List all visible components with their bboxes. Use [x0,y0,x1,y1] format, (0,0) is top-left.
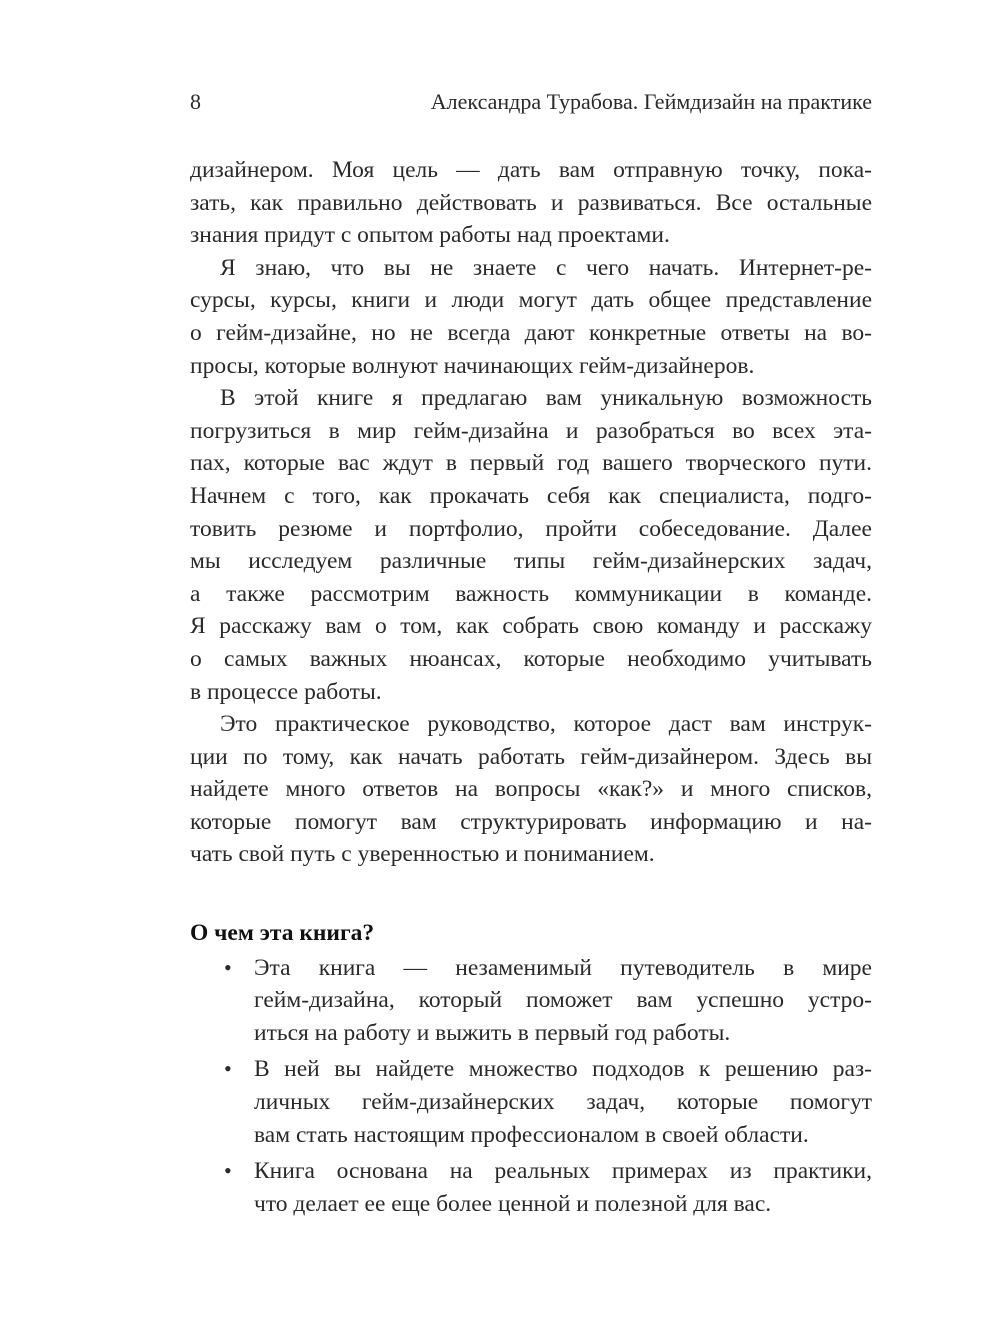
section-heading: О чем эта книга? [190,920,375,947]
list-item [190,952,872,1050]
body-text [190,154,872,871]
text-line: личных гейм-дизайнерских задач, которые помогут [254,1089,872,1116]
text-line: погрузиться в мир гейм-дизайна и разобраться во всех эта- [190,417,872,444]
text-line: Книга основана на реальных примерах из практики, [254,1158,872,1185]
text-line: сурсы, курсы, книги и люди могут дать общее представление [190,287,872,314]
text-line: о самых важных нюансах, которые необходимо учитывать [190,645,872,672]
text-line: В ней вы найдете множество подходов к решению раз- [254,1056,872,1083]
text-line: пах, которые вас ждут в первый год вашего творческого пути. [190,450,872,477]
text-line: просы, которые волнуют начинающих гейм-дизайнеров. [190,352,755,379]
text-line: что делает ее еще более ценной и полезной для вас. [254,1190,772,1217]
text-line: дизайнером. Моя цель — дать вам отправную точку, пока- [190,157,872,183]
bullet-icon: • [224,1056,232,1082]
text-line: мы исследуем различные типы гейм-дизайнерских задач, [190,548,872,575]
running-header [190,88,872,128]
paragraph [190,154,872,252]
paragraph [190,252,872,382]
text-line: В этой книге я предлагаю вам уникальную возможность [220,385,872,412]
text-line: чать свой путь с уверенностью и пониманием. [190,841,655,868]
list-item [190,1053,872,1151]
bullet-icon: • [224,1158,232,1184]
text-line: в процессе работы. [190,678,382,705]
text-line: иться на работу и выжить в первый год работы. [254,1019,731,1046]
text-line: ции по тому, как начать работать гейм-дизайнером. Здесь вы [190,743,872,770]
list-item [190,1155,872,1220]
text-line: Начнем с того, как прокачать себя как специалиста, подго- [190,482,872,509]
text-line: которые помогут вам структурировать информацию и на- [190,808,872,835]
text-line: знания придут с опытом работы над проектами. [190,222,670,249]
paragraph [190,708,872,871]
page-number: 8 [190,89,201,114]
bullet-icon: • [224,954,232,980]
text-line: Эта книга — незаменимый путеводитель в мире [254,954,872,981]
text-line: о гейм-дизайне, но не всегда дают конкретные ответы на во- [190,319,872,346]
text-line: Я знаю, что вы не знаете с чего начать. Интернет-ре- [220,254,872,281]
text-line: Это практическое руководство, которое даст вам инструк- [220,711,872,738]
text-line: а также рассмотрим важность коммуникации в команде. [190,580,872,607]
text-line: зать, как правильно действовать и развиваться. Все остальные [190,189,872,216]
bullet-list [190,952,872,1221]
paragraph [190,382,872,708]
text-line: найдете много ответов на вопросы «как?» и много списков, [190,776,872,803]
running-title: Александра Турабова. Геймдизайн на практике [430,89,872,114]
text-line: вам стать настоящим профессионалом в своей области. [254,1121,809,1148]
text-line: Я расскажу вам о том, как собрать свою команду и расскажу [190,613,872,640]
book-page [190,88,872,1224]
text-line: товить резюме и портфолио, пройти собеседование. Далее [190,515,872,542]
text-line: гейм-дизайна, который поможет вам успешно устро- [254,987,872,1014]
